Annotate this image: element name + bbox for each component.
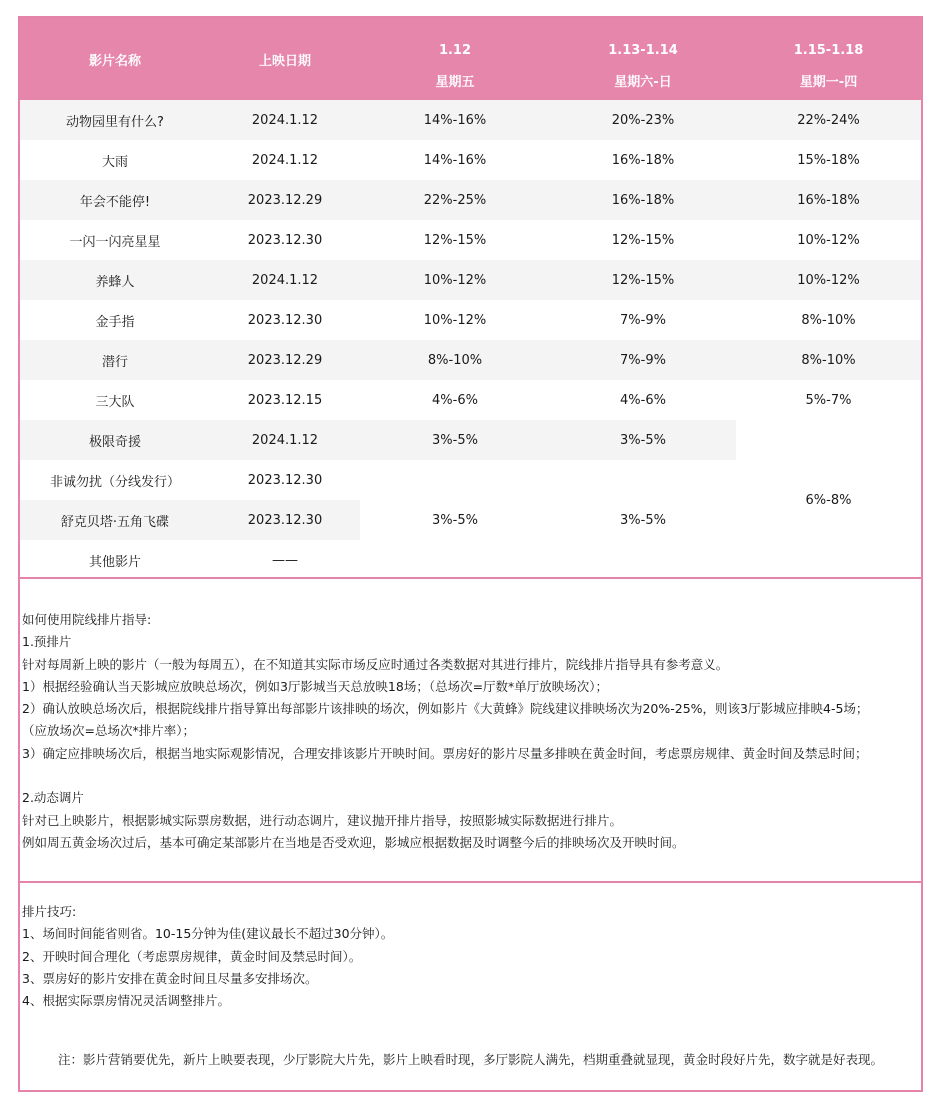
film-name: 动物园里有什么? (66, 114, 164, 130)
guide-s1-p2b: （应放场次=总场次*排片率）； (22, 723, 195, 739)
release-date: 2023.12.30 (247, 232, 323, 248)
rate-col2: 7%-9% (620, 352, 666, 368)
guide-s1-p1: 1）根据经验确认当天影城应放映总场次，例如3厅影城当天总放映18场；（总场次=厅数*单厅放映场次）； (22, 678, 609, 694)
schedule-table (20, 18, 921, 580)
rate-col3: 16%-18% (797, 192, 860, 208)
guide-s1-p3: 3）确定应排映场次后，根据当地实际观影情况，合理安排该影片开映时间。票房好的影片尽量多排映在黄金时间，考虑票房规律、黄金时间及禁忌时间； (22, 745, 868, 761)
rate-col1: 14%-16% (423, 152, 487, 168)
film-name: 养蜂人 (95, 274, 135, 290)
merged-rate-col3: 6%-8% (736, 420, 921, 580)
rate-col2: 16%-18% (611, 192, 675, 208)
rate-col3: 5%-7% (805, 392, 852, 408)
rate-col2: 3%-5% (550, 420, 736, 460)
tip-1: 1、场间时间能省则省。10-15分钟为佳(建议最长不超过30分钟）。 (22, 926, 394, 942)
rate-col1: 4%-6% (432, 392, 478, 408)
table-row (20, 340, 921, 380)
header-col3-weekday: 星期一-四 (736, 60, 921, 100)
rate-col2: 12%-15% (611, 232, 675, 248)
guide-s1-intro: 针对每周新上映的影片（一般为每周五），在不知道其实际市场反应时通过各类数据对其进行排片，院线排片指导具有参考意义。 (22, 656, 729, 672)
film-name: 年会不能停! (79, 194, 151, 210)
table-row (20, 260, 921, 300)
release-date: 2023.12.29 (247, 192, 323, 208)
merged-rate-col1: 3%-5% (360, 460, 550, 580)
film-name: 大雨 (101, 154, 128, 170)
table-row (20, 180, 921, 220)
film-name: 极限奇援 (20, 420, 210, 460)
rate-col1: 8%-10% (427, 352, 483, 368)
guide-s2-p2: 例如周五黄金场次过后，基本可确定某部影片在当地是否受欢迎，影城应根据数据及时调整今后的排映场次及开映时间。 (22, 834, 685, 850)
release-date: —— (210, 540, 360, 580)
rate-col3: 8%-10% (801, 352, 856, 368)
scheduling-tips (22, 901, 393, 1012)
rate-col1: 3%-5% (360, 420, 550, 460)
header-col2-weekday: 星期六-日 (550, 60, 736, 100)
guide-title: 如何使用院线排片指导: (22, 612, 152, 627)
rate-col1: 22%-25% (423, 192, 487, 208)
film-name: 舒克贝塔·五角飞碟 (20, 500, 210, 540)
tip-3: 3、票房好的影片安排在黄金时间且尽量多安排场次。 (22, 970, 318, 986)
header-col1-weekday: 星期五 (360, 60, 550, 100)
header-col1-date: 1.12 (360, 18, 550, 60)
table-row (20, 220, 921, 260)
rate-col3: 10%-12% (797, 272, 860, 288)
film-name: 三大队 (95, 394, 135, 410)
header-col2-date: 1.13-1.14 (550, 18, 736, 60)
rate-col1: 12%-15% (423, 232, 487, 248)
table-row (20, 300, 921, 340)
guide-s1-p2: 2）确认放映总场次后，根据院线排片指导算出每部影片该排映的场次，例如影片《大黄蜂》院线建议排映场次为20%-25%，则该3厅影城应排映4-5场； (22, 701, 869, 717)
film-name: 一闪一闪亮星星 (69, 234, 161, 250)
rate-col2: 7%-9% (620, 312, 666, 328)
rate-col3: 15%-18% (797, 152, 860, 168)
rate-col2: 16%-18% (611, 152, 675, 168)
header-col3-date: 1.15-1.18 (736, 18, 921, 60)
release-date: 2023.12.29 (247, 352, 323, 368)
tip-2: 2、开映时间合理化（考虑票房规律，黄金时间及禁忌时间）。 (22, 948, 362, 964)
tip-4: 4、根据实际票房情况灵活调整排片。 (22, 993, 230, 1009)
merged-rate-col2: 3%-5% (550, 460, 736, 580)
release-date: 2024.1.12 (210, 420, 360, 460)
rate-col3: 10%-12% (797, 232, 860, 248)
table-row (20, 100, 921, 140)
header-release-date: 上映日期 (210, 18, 360, 100)
rate-col1: 10%-12% (423, 272, 487, 288)
release-date: 2024.1.12 (251, 112, 319, 128)
release-date: 2023.12.30 (210, 500, 360, 540)
release-date: 2023.12.30 (210, 460, 360, 500)
usage-guide (22, 609, 868, 854)
guide-s2-title: 2.动态调片 (22, 790, 84, 806)
guide-s2-p1: 针对已上映影片，根据影城实际票房数据，进行动态调片，建议抛开排片指导，按照影城实际数据进行排片。 (22, 812, 623, 828)
rate-col2: 12%-15% (611, 272, 675, 288)
rate-col3: 8%-10% (801, 312, 856, 328)
film-name: 其他影片 (20, 540, 210, 580)
table-row (20, 420, 921, 460)
footer-note: 注：影片营销要优先，新片上映要表现，少厅影院大片先，影片上映看时现，多厅影院人满先，档期重叠就显现，黄金时段好片先，数字就是好表现。 (57, 1052, 883, 1067)
section-divider (20, 881, 921, 883)
rate-col2: 4%-6% (620, 392, 666, 408)
rate-col1: 14%-16% (423, 112, 487, 128)
guide-s1-title: 1.预排片 (22, 634, 72, 650)
release-date: 2024.1.12 (251, 152, 319, 168)
section-divider (20, 577, 921, 579)
release-date: 2024.1.12 (251, 272, 319, 288)
tips-title: 排片技巧: (22, 904, 77, 919)
table-row (20, 380, 921, 420)
film-name: 潜行 (101, 354, 128, 370)
rate-col1: 10%-12% (423, 312, 487, 328)
rate-col2: 20%-23% (611, 112, 675, 128)
film-name: 非诚勿扰（分线发行） (20, 460, 210, 500)
header-film-name: 影片名称 (20, 18, 210, 100)
film-name: 金手指 (95, 314, 135, 330)
release-date: 2023.12.15 (247, 392, 323, 408)
rate-col3: 22%-24% (797, 112, 860, 128)
release-date: 2023.12.30 (247, 312, 323, 328)
table-row (20, 140, 921, 180)
